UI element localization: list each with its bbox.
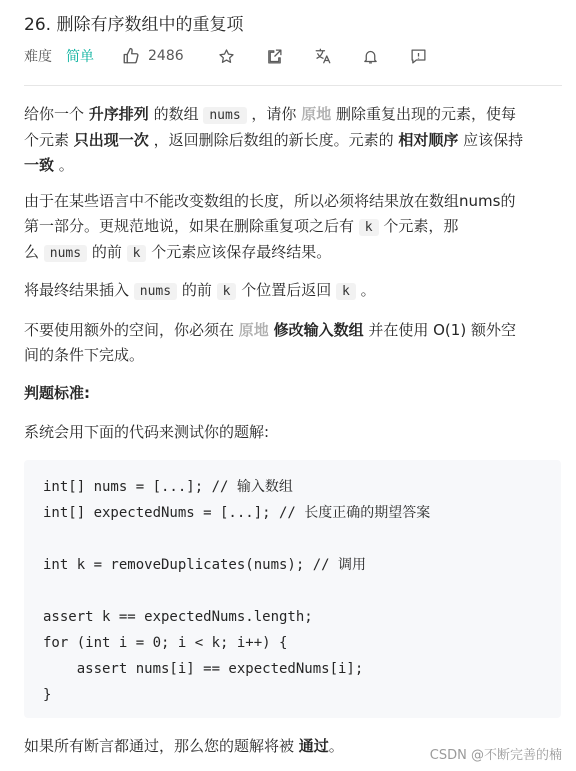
inline-code: k [127,245,147,262]
p4-line-1: 不要使用额外的空间，你必须在 原地 修改输入数组 并在使用 O(1) 额外空 [24,321,516,339]
p1-line-3: 一致 。 [24,156,74,174]
inline-code: k [217,283,237,300]
favorite-button[interactable] [218,47,236,65]
inline-code: nums [134,283,177,300]
header-divider [24,85,562,86]
difficulty-badge: 简单 [66,49,94,65]
inline-code: nums [203,107,246,124]
p1-line-2: 个元素 只出现一次 ，返回删除后数组的新长度。元素的 相对顺序 应该保持 [24,131,524,149]
difficulty-label: 难度 [24,49,52,65]
p2-line-2: 第一部分。更规范地说，如果在删除重复项之后有 k 个元素，那 [24,217,459,235]
problem-meta-bar [24,44,458,68]
translate-icon [314,47,332,65]
description-paragraph-1 [24,102,562,178]
description-paragraph-5: 系统会用下面的代码来测试你的题解: [24,423,270,441]
like-count: 2486 [148,48,184,64]
feedback-icon [410,48,427,65]
like-button[interactable] [122,47,184,65]
problem-title: 26. 删除有序数组中的重复项 [24,15,244,35]
code-text: int[] nums = [...]; // 输入数组 int[] expectedNums = [...]; // 长度正确的期望答案 int k = removeDuplicates(nums); // 调用 assert k == expectedNums.length; for (int i = 0; i < k; i++) { assert nums[i] == expectedNums[i]; } [43,479,431,703]
judge-heading: 判题标准: [24,384,90,402]
description-paragraph-3: 将最终结果插入 nums 的前 k 个位置后返回 k 。 [24,281,376,299]
watermark: CSDN @不断完善的楠 [429,748,562,763]
inline-code: nums [44,245,87,262]
code-block [24,460,561,718]
notify-button[interactable] [362,47,380,65]
inline-code: k [336,283,356,300]
star-icon [218,48,235,65]
inline-code: k [359,219,379,236]
p2-line-1: 由于在某些语言中不能改变数组的长度，所以必须将结果放在数组nums的 [24,192,516,210]
share-button[interactable] [266,47,284,65]
p4-line-2: 间的条件下完成。 [24,346,145,364]
bell-icon [362,48,379,65]
description-paragraph-4 [24,318,562,368]
description-paragraph-2 [24,189,562,266]
description-paragraph-6: 如果所有断言都通过，那么您的题解将被 通过。 [24,737,344,755]
p1-line-1: 给你一个 升序排列 的数组 nums ，请你 原地 删除重复出现的元素，使每 [24,105,516,123]
feedback-button[interactable] [410,47,428,65]
thumbs-up-icon [122,47,140,65]
p2-line-3: 么 nums 的前 k 个元素应该保存最终结果。 [24,243,332,261]
share-icon [266,48,283,65]
translate-button[interactable] [314,47,332,65]
